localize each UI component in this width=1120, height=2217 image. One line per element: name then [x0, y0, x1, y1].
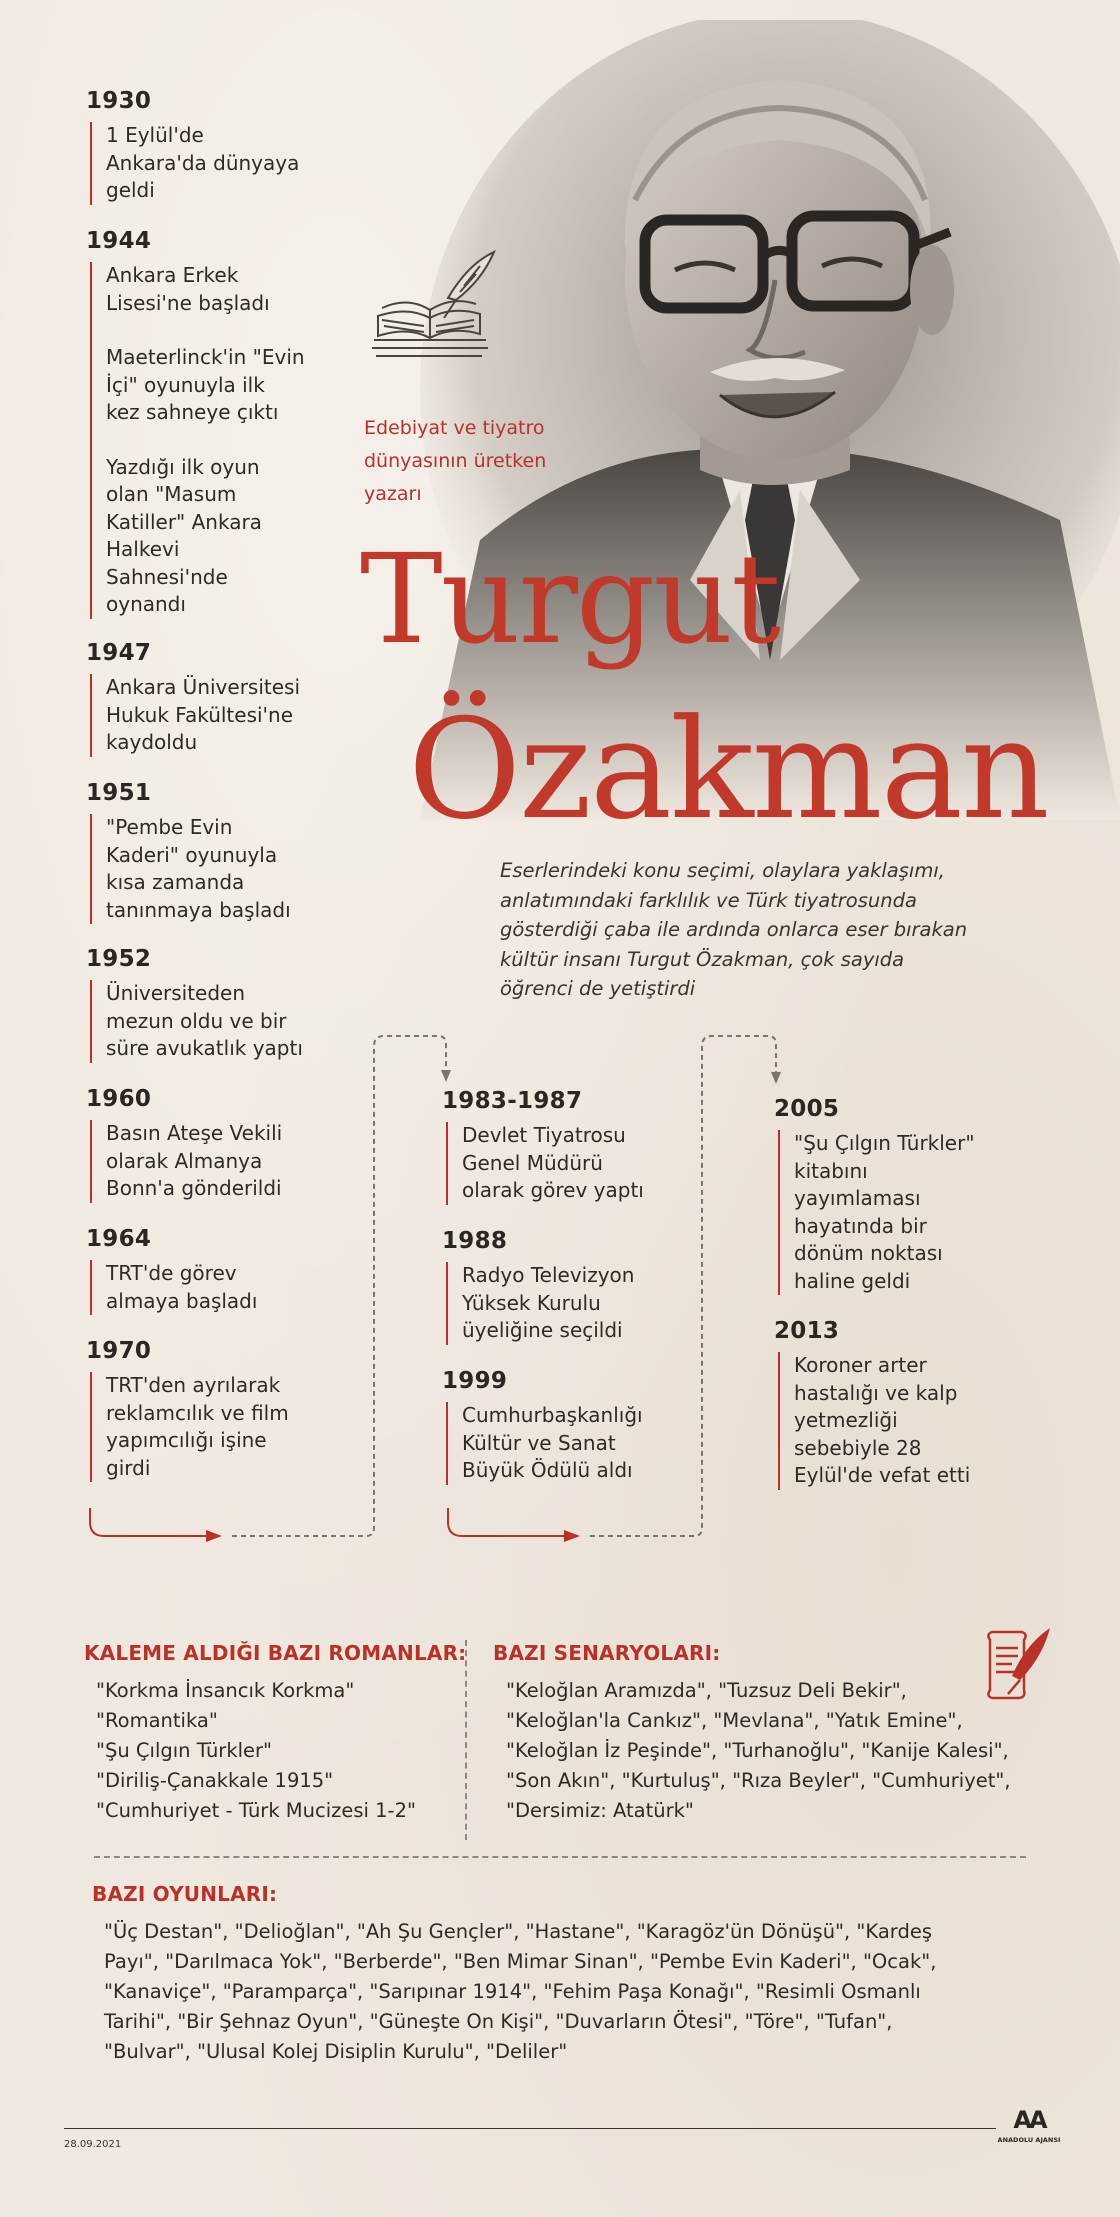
timeline-year: 2005: [774, 1096, 840, 1122]
name-last: Özakman: [408, 689, 1048, 850]
timeline-entry-text: Devlet Tiyatrosu Genel Müdürü olarak görev yaptı: [462, 1123, 644, 1202]
timeline-entry-text: Basın Ateşe Vekili olarak Almanya Bonn'a gönderildi: [106, 1121, 283, 1200]
timeline-entry-text: Ankara Erkek Lisesi'ne başladı: [106, 263, 270, 315]
list-item: "Şu Çılgın Türkler": [96, 1739, 273, 1762]
timeline-entry-text: 1 Eylül'de Ankara'da dünyaya geldi: [106, 123, 300, 202]
timeline-entry-text: Radyo Televizyon Yüksek Kurulu üyeliğine seçildi: [462, 1263, 635, 1342]
screenplays-list: [506, 1676, 1011, 1826]
timeline-entry-text: "Şu Çılgın Türkler" kitabını yayımlaması hayatında bir dönüm noktası haline geldi: [794, 1131, 975, 1293]
footer-rule: [64, 2128, 996, 2129]
timeline-year: 1970: [86, 1338, 152, 1364]
section-divider: [94, 1856, 1026, 1858]
list-item: "Diriliş-Çanakkale 1915": [96, 1769, 334, 1792]
summary-text: Eserlerindeki konu seçimi, olaylara yaklaşımı, anlatımındaki farklılık ve Türk tiyatrosunda gösterdiği çaba ile ardında onlarca eser bırakan kültür insanı Turgut Özakman, çok sayıda öğrenci de yetiştirdi: [500, 859, 968, 1000]
plays-title: BAZI OYUNLARI:: [92, 1882, 278, 1906]
logo-mark: AA: [1013, 2106, 1045, 2134]
timeline-year: 1988: [442, 1228, 508, 1254]
name-first: Turgut: [360, 528, 779, 672]
plays-text: "Üç Destan", "Delioğlan", "Ah Şu Gençler", "Hastane", "Karagöz'ün Dönüşü", "Kardeş Payı", "Darılmaca Yok", "Berberde", "Ben Mimar Sinan", "Pembe Evin Kaderi", "Ocak", "Kanaviçe", "Paramparça", "Sarıpınar 1914", "Fehim Paşa Konağı", "Resimli Osmanlı Tarihi", "Bir Şehnaz Oyun", "Güneşte On Kişi", "Duvarların Ötesi", "Töre", "Tufan", "Bulvar", "Ulusal Kolej Disiplin Kurulu", "Deliler": [104, 1920, 937, 2063]
list-item: "Cumhuriyet - Türk Mucizesi 1-2": [96, 1799, 416, 1822]
list-item: "Korkma İnsancık Korkma": [96, 1679, 355, 1702]
timeline-year: 1947: [86, 640, 152, 666]
screenplays-title: BAZI SENARYOLARI:: [493, 1641, 721, 1665]
timeline-entry-text: TRT'den ayrılarak reklamcılık ve film yapımcılığı işine girdi: [106, 1373, 289, 1480]
list-item: "Son Akın", "Kurtuluş", "Rıza Beyler", "Cumhuriyet",: [506, 1769, 1011, 1792]
timeline-year: 1944: [86, 228, 152, 254]
timeline-year: 2013: [774, 1318, 840, 1344]
list-item: "Keloğlan'la Cankız", "Mevlana", "Yatık Emine",: [506, 1709, 963, 1732]
novels-list: [96, 1676, 416, 1826]
timeline-entry-text: Üniversiteden mezun oldu ve bir süre avukatlık yaptı: [106, 981, 303, 1060]
timeline-entry-text: Maeterlinck'in "Evin İçi" oyunuyla ilk kez sahneye çıktı: [106, 345, 305, 424]
tagline: Edebiyat ve tiyatro dünyasının üretken yazarı: [364, 417, 547, 505]
list-item: "Keloğlan Aramızda", "Tuzsuz Deli Bekir",: [506, 1679, 907, 1702]
timeline-entry-text: Koroner arter hastalığı ve kalp yetmezliği sebebiyle 28 Eylül'de vefat etti: [794, 1353, 971, 1487]
timeline-year: 1951: [86, 780, 152, 806]
timeline-year: 1999: [442, 1368, 508, 1394]
timeline-year: 1952: [86, 946, 152, 972]
timeline-year: 1964: [86, 1226, 152, 1252]
scroll-quill-icon: [982, 1624, 1052, 1704]
timeline-year: 1930: [86, 88, 152, 114]
timeline-entry-text: TRT'de görev almaya başladı: [106, 1261, 258, 1313]
list-item: "Keloğlan İz Peşinde", "Turhanoğlu", "Kanije Kalesi",: [506, 1739, 1009, 1762]
novels-title: KALEME ALDIĞI BAZI ROMANLAR:: [84, 1641, 467, 1665]
column-divider: [465, 1640, 467, 1840]
timeline-year: 1960: [86, 1086, 152, 1112]
timeline-year: 1983-1987: [442, 1088, 583, 1114]
logo-agency-name: ANADOLU AJANSI: [997, 2136, 1061, 2144]
list-item: "Romantika": [96, 1709, 218, 1732]
timeline-entry-text: Cumhurbaşkanlığı Kültür ve Sanat Büyük Ödülü aldı: [462, 1403, 643, 1482]
anadolu-ajansi-logo: [996, 2106, 1062, 2156]
list-item: "Dersimiz: Atatürk": [506, 1799, 694, 1822]
timeline-entry-text: "Pembe Evin Kaderi" oyunuyla kısa zamanda tanınmaya başladı: [106, 815, 291, 922]
footer-date: 28.09.2021: [64, 2139, 122, 2150]
timeline-entry-text: Yazdığı ilk oyun olan "Masum Katiller" Ankara Halkevi Sahnesi'nde oynandı: [106, 454, 262, 616]
timeline-entry-text: Ankara Üniversitesi Hukuk Fakültesi'ne kaydoldu: [106, 675, 301, 754]
